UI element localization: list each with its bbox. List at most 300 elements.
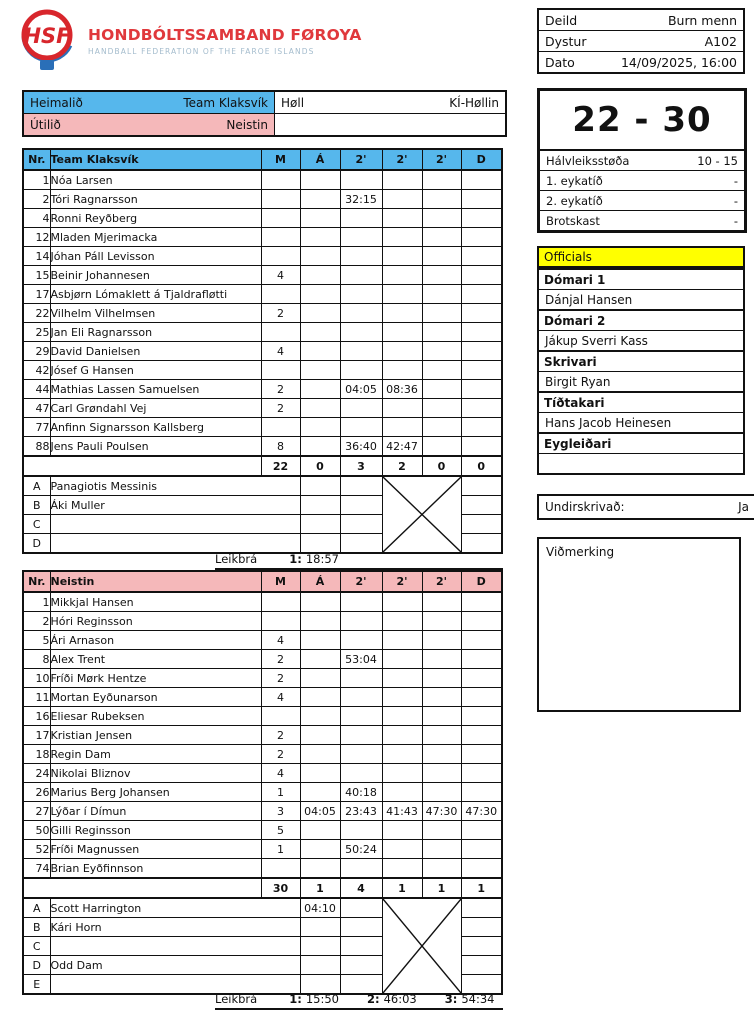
- bench-name-cell: Kári Horn: [50, 918, 300, 937]
- player-row: [23, 783, 502, 802]
- player-number-cell: 5: [23, 631, 50, 650]
- overtime1-value: -: [733, 173, 738, 188]
- hsf-logo: [15, 6, 79, 74]
- two-min-cell-3: [422, 342, 461, 361]
- two-min-cell-1: [340, 304, 382, 323]
- two-min-cell-1: [340, 669, 382, 688]
- a-cell: [300, 380, 340, 399]
- bench-letter-cell: E: [23, 975, 50, 995]
- a-cell: [300, 247, 340, 266]
- d-cell: [461, 631, 502, 650]
- bench-a-cell: [300, 476, 340, 496]
- two-min-cell-2: [382, 650, 422, 669]
- total-two-min-cell-3: 1: [422, 878, 461, 898]
- stat-column-header-2: 2': [340, 149, 382, 170]
- player-number-cell: 4: [23, 209, 50, 228]
- player-name-cell: Gilli Reginsson: [50, 821, 261, 840]
- a-cell: [300, 821, 340, 840]
- player-number-cell: 2: [23, 612, 50, 631]
- two-min-cell-3: [422, 631, 461, 650]
- player-row: [23, 669, 502, 688]
- total-a-cell: 1: [300, 878, 340, 898]
- hall-name: KÍ-Høllin: [449, 95, 499, 110]
- two-min-cell-1: 23:43: [340, 802, 382, 821]
- bench-letter-cell: C: [23, 937, 50, 956]
- penalty-value: -: [733, 213, 738, 228]
- player-row: [23, 707, 502, 726]
- roster-header-row: [23, 149, 502, 170]
- d-cell: 47:30: [461, 802, 502, 821]
- bench-two-min-cell: [340, 898, 382, 918]
- bench-name-cell: Panagiotis Messinis: [50, 476, 300, 496]
- a-cell: [300, 323, 340, 342]
- bench-d-cell: [461, 937, 502, 956]
- d-cell: [461, 247, 502, 266]
- two-min-cell-3: [422, 266, 461, 285]
- d-cell: [461, 304, 502, 323]
- two-min-cell-2: [382, 783, 422, 802]
- stat-column-header-1: Á: [300, 149, 340, 170]
- player-row: [23, 170, 502, 190]
- total-a-cell: 0: [300, 456, 340, 476]
- two-min-cell-2: [382, 418, 422, 437]
- bench-a-cell: [300, 937, 340, 956]
- m-cell: 2: [261, 745, 300, 764]
- player-name-cell: Fríði Magnussen: [50, 840, 261, 859]
- m-cell: 1: [261, 783, 300, 802]
- player-number-cell: 14: [23, 247, 50, 266]
- two-min-cell-2: [382, 266, 422, 285]
- d-cell: [461, 399, 502, 418]
- two-min-cell-3: [422, 247, 461, 266]
- d-cell: [461, 380, 502, 399]
- player-name-cell: Beinir Johannesen: [50, 266, 261, 285]
- player-name-cell: Eliesar Rubeksen: [50, 707, 261, 726]
- two-min-cell-1: [340, 764, 382, 783]
- m-cell: [261, 190, 300, 209]
- d-cell: [461, 764, 502, 783]
- two-min-cell-2: [382, 209, 422, 228]
- timekeeper-name: Hans Jacob Heinesen: [539, 412, 743, 432]
- two-min-cell-1: 36:40: [340, 437, 382, 457]
- two-min-cell-2: [382, 726, 422, 745]
- total-two-min-cell-1: 3: [340, 456, 382, 476]
- player-number-cell: 18: [23, 745, 50, 764]
- player-number-cell: 1: [23, 592, 50, 612]
- two-min-cell-3: [422, 418, 461, 437]
- player-row: [23, 840, 502, 859]
- hsf-logo-icon: [15, 6, 79, 74]
- d-cell: [461, 323, 502, 342]
- two-min-cell-1: [340, 361, 382, 380]
- a-cell: [300, 745, 340, 764]
- a-cell: [300, 707, 340, 726]
- two-min-cell-1: [340, 285, 382, 304]
- two-min-cell-2: [382, 859, 422, 879]
- roster-header-row: [23, 571, 502, 592]
- d-cell: [461, 228, 502, 247]
- player-row: [23, 688, 502, 707]
- total-m-cell: 30: [261, 878, 300, 898]
- nr-column-header: Nr.: [23, 149, 50, 170]
- m-cell: [261, 592, 300, 612]
- m-cell: 5: [261, 821, 300, 840]
- two-min-cell-2: [382, 745, 422, 764]
- player-name-cell: Fríði Mørk Hentze: [50, 669, 261, 688]
- two-min-cell-1: [340, 342, 382, 361]
- player-number-cell: 25: [23, 323, 50, 342]
- player-name-cell: Vilhelm Vilhelmsen: [50, 304, 261, 323]
- two-min-cell-1: 50:24: [340, 840, 382, 859]
- bench-d-cell: [461, 956, 502, 975]
- halftime-value: 10 - 15: [697, 153, 738, 168]
- player-number-cell: 26: [23, 783, 50, 802]
- bench-letter-cell: A: [23, 476, 50, 496]
- d-cell: [461, 418, 502, 437]
- two-min-cell-2: [382, 631, 422, 650]
- player-name-cell: Jan Eli Ragnarsson: [50, 323, 261, 342]
- m-cell: [261, 859, 300, 879]
- a-cell: [300, 266, 340, 285]
- two-min-cell-2: [382, 840, 422, 859]
- two-min-cell-1: 40:18: [340, 783, 382, 802]
- bench-letter-cell: B: [23, 496, 50, 515]
- a-cell: [300, 361, 340, 380]
- away-label: Útilið: [30, 117, 61, 132]
- bench-name-cell: Scott Harrington: [50, 898, 300, 918]
- a-cell: [300, 840, 340, 859]
- timekeeper-role: Tíðtakari: [539, 391, 743, 412]
- m-cell: 4: [261, 631, 300, 650]
- two-min-cell-2: [382, 399, 422, 418]
- player-number-cell: 8: [23, 650, 50, 669]
- team-name-header: Neistin: [50, 571, 261, 592]
- two-min-cell-2: [382, 190, 422, 209]
- hall-label: Høll: [281, 95, 305, 110]
- stat-column-header-3: 2': [382, 571, 422, 592]
- stat-column-header-0: M: [261, 149, 300, 170]
- two-min-cell-1: [340, 170, 382, 190]
- leikbra-entry-1: 1: 18:57: [289, 552, 339, 566]
- player-number-cell: 17: [23, 285, 50, 304]
- m-cell: [261, 247, 300, 266]
- d-cell: [461, 726, 502, 745]
- deild-value: Burn menn: [667, 12, 737, 28]
- two-min-cell-3: [422, 285, 461, 304]
- bench-a-cell: [300, 956, 340, 975]
- m-cell: [261, 323, 300, 342]
- total-two-min-cell-2: 2: [382, 456, 422, 476]
- stat-column-header-0: M: [261, 571, 300, 592]
- two-min-cell-2: [382, 669, 422, 688]
- bench-letter-cell: A: [23, 898, 50, 918]
- two-min-cell-1: [340, 726, 382, 745]
- overtime2-value: -: [733, 193, 738, 208]
- leikbra-label: Leikbrá: [215, 552, 258, 566]
- player-name-cell: Tóri Ragnarsson: [50, 190, 261, 209]
- player-row: [23, 361, 502, 380]
- bench-name-cell: [50, 937, 300, 956]
- two-min-cell-3: [422, 399, 461, 418]
- two-min-cell-3: [422, 209, 461, 228]
- bench-crossed-cell: [382, 898, 461, 994]
- total-two-min-cell-2: 1: [382, 878, 422, 898]
- observer-role: Eygleiðari: [539, 432, 743, 453]
- two-min-cell-3: [422, 612, 461, 631]
- player-number-cell: 52: [23, 840, 50, 859]
- player-number-cell: 50: [23, 821, 50, 840]
- player-name-cell: Marius Berg Johansen: [50, 783, 261, 802]
- two-min-cell-3: [422, 304, 461, 323]
- home-row: [24, 92, 505, 113]
- player-number-cell: 44: [23, 380, 50, 399]
- info-row-dato: [539, 51, 743, 72]
- two-min-cell-3: [422, 650, 461, 669]
- a-cell: [300, 190, 340, 209]
- d-cell: [461, 783, 502, 802]
- match-info-table: [537, 8, 745, 74]
- two-min-cell-1: [340, 821, 382, 840]
- stat-column-header-2: 2': [340, 571, 382, 592]
- player-row: [23, 821, 502, 840]
- nr-column-header: Nr.: [23, 571, 50, 592]
- a-cell: [300, 209, 340, 228]
- player-row: [23, 726, 502, 745]
- a-cell: [300, 783, 340, 802]
- bench-letter-cell: D: [23, 534, 50, 554]
- leikbra-label: Leikbrá: [215, 992, 258, 1006]
- player-number-cell: 88: [23, 437, 50, 457]
- player-row: [23, 802, 502, 821]
- player-row: [23, 266, 502, 285]
- player-name-cell: Brian Eyðfinnson: [50, 859, 261, 879]
- player-number-cell: 29: [23, 342, 50, 361]
- bench-a-cell: [300, 918, 340, 937]
- d-cell: [461, 342, 502, 361]
- player-name-cell: Jósef G Hansen: [50, 361, 261, 380]
- referee2-name: Jákup Sverri Kass: [539, 330, 743, 350]
- player-row: [23, 764, 502, 783]
- a-cell: [300, 228, 340, 247]
- player-row: [23, 418, 502, 437]
- leikbra-entry-2: 2: 46:03: [366, 992, 417, 1006]
- two-min-cell-1: 04:05: [340, 380, 382, 399]
- home-cell: [24, 92, 275, 113]
- m-cell: [261, 285, 300, 304]
- m-cell: 4: [261, 688, 300, 707]
- player-number-cell: 17: [23, 726, 50, 745]
- two-min-cell-1: 32:15: [340, 190, 382, 209]
- leikbra-entry-3: 3: 54:34: [444, 992, 495, 1006]
- overtime2-row: [540, 190, 744, 210]
- two-min-cell-2: [382, 342, 422, 361]
- two-min-cell-1: [340, 631, 382, 650]
- two-min-cell-2: 41:43: [382, 802, 422, 821]
- two-min-cell-3: 47:30: [422, 802, 461, 821]
- two-min-cell-3: [422, 726, 461, 745]
- bench-d-cell: [461, 918, 502, 937]
- player-row: [23, 650, 502, 669]
- player-row: [23, 228, 502, 247]
- two-min-cell-1: [340, 688, 382, 707]
- two-min-cell-2: [382, 323, 422, 342]
- bench-d-cell: [461, 898, 502, 918]
- two-min-cell-1: [340, 859, 382, 879]
- two-min-cell-2: [382, 612, 422, 631]
- m-cell: [261, 707, 300, 726]
- two-min-cell-1: [340, 266, 382, 285]
- m-cell: [261, 209, 300, 228]
- two-min-cell-3: [422, 669, 461, 688]
- d-cell: [461, 170, 502, 190]
- d-cell: [461, 361, 502, 380]
- a-cell: [300, 631, 340, 650]
- a-cell: [300, 612, 340, 631]
- two-min-cell-1: [340, 209, 382, 228]
- two-min-cell-2: 42:47: [382, 437, 422, 457]
- player-number-cell: 1: [23, 170, 50, 190]
- m-cell: 2: [261, 399, 300, 418]
- referee1-role: Dómari 1: [539, 268, 743, 289]
- player-name-cell: Regin Dam: [50, 745, 261, 764]
- bench-row: [23, 898, 502, 918]
- player-name-cell: Carl Grøndahl Vej: [50, 399, 261, 418]
- overtime1-row: [540, 170, 744, 190]
- two-min-cell-1: [340, 323, 382, 342]
- m-cell: 4: [261, 764, 300, 783]
- a-cell: [300, 418, 340, 437]
- bench-name-cell: Áki Muller: [50, 496, 300, 515]
- player-number-cell: 24: [23, 764, 50, 783]
- final-score: 22 - 30: [540, 91, 744, 151]
- a-cell: [300, 764, 340, 783]
- m-cell: 2: [261, 380, 300, 399]
- a-cell: [300, 859, 340, 879]
- bench-d-cell: [461, 476, 502, 496]
- bench-row: [23, 476, 502, 496]
- referee2-role: Dómari 2: [539, 309, 743, 330]
- m-cell: 4: [261, 266, 300, 285]
- player-name-cell: Kristian Jensen: [50, 726, 261, 745]
- player-row: [23, 437, 502, 457]
- bench-two-min-cell: [340, 476, 382, 496]
- secretary-role: Skrivari: [539, 350, 743, 371]
- m-cell: [261, 170, 300, 190]
- player-row: [23, 631, 502, 650]
- player-name-cell: Nikolai Bliznov: [50, 764, 261, 783]
- m-cell: 3: [261, 802, 300, 821]
- hsf-logo-text: HSF: [23, 24, 71, 48]
- player-row: [23, 190, 502, 209]
- d-cell: [461, 669, 502, 688]
- two-min-cell-2: 08:36: [382, 380, 422, 399]
- two-min-cell-1: [340, 399, 382, 418]
- home-roster-table: [22, 148, 503, 554]
- bench-d-cell: [461, 496, 502, 515]
- a-cell: [300, 399, 340, 418]
- totals-empty-cell: [23, 456, 261, 476]
- two-min-cell-2: [382, 285, 422, 304]
- m-cell: 2: [261, 304, 300, 323]
- home-leikbra-line: [215, 551, 503, 570]
- player-row: [23, 285, 502, 304]
- d-cell: [461, 821, 502, 840]
- player-row: [23, 247, 502, 266]
- player-name-cell: Nóa Larsen: [50, 170, 261, 190]
- bench-a-cell: 04:10: [300, 898, 340, 918]
- halftime-row: [540, 151, 744, 170]
- player-number-cell: 47: [23, 399, 50, 418]
- penalty-label: Brotskast: [546, 213, 600, 228]
- info-row-dystur: [539, 30, 743, 51]
- two-min-cell-3: [422, 840, 461, 859]
- d-cell: [461, 612, 502, 631]
- two-min-cell-1: [340, 247, 382, 266]
- a-cell: 04:05: [300, 802, 340, 821]
- remarks-label: Viðmerking: [546, 545, 615, 559]
- player-row: [23, 859, 502, 879]
- team-name-header: Team Klaksvík: [50, 149, 261, 170]
- two-min-cell-1: 53:04: [340, 650, 382, 669]
- bench-a-cell: [300, 496, 340, 515]
- player-row: [23, 612, 502, 631]
- bench-a-cell: [300, 515, 340, 534]
- home-label: Heimalið: [30, 95, 83, 110]
- d-cell: [461, 859, 502, 879]
- two-min-cell-3: [422, 170, 461, 190]
- bench-letter-cell: C: [23, 515, 50, 534]
- m-cell: 4: [261, 342, 300, 361]
- player-row: [23, 304, 502, 323]
- two-min-cell-2: [382, 821, 422, 840]
- total-d-cell: 1: [461, 878, 502, 898]
- two-min-cell-3: [422, 764, 461, 783]
- a-cell: [300, 304, 340, 323]
- player-row: [23, 399, 502, 418]
- away-hall-cell: [275, 114, 505, 135]
- two-min-cell-2: [382, 170, 422, 190]
- totals-empty-cell: [23, 878, 261, 898]
- away-leikbra-line: [215, 991, 503, 1010]
- d-cell: [461, 592, 502, 612]
- info-row-deild: [539, 10, 743, 30]
- observer-name: [539, 453, 743, 473]
- crossed-out-icon: [383, 899, 461, 993]
- two-min-cell-2: [382, 247, 422, 266]
- player-number-cell: 74: [23, 859, 50, 879]
- total-two-min-cell-1: 4: [340, 878, 382, 898]
- bench-d-cell: [461, 515, 502, 534]
- m-cell: 2: [261, 726, 300, 745]
- d-cell: [461, 650, 502, 669]
- stat-column-header-3: 2': [382, 149, 422, 170]
- player-number-cell: 27: [23, 802, 50, 821]
- crossed-out-icon: [383, 477, 461, 552]
- dato-value: 14/09/2025, 16:00: [620, 54, 737, 70]
- dystur-label: Dystur: [545, 33, 587, 49]
- player-name-cell: Asbjørn Lómaklett á Tjaldrafløtti: [50, 285, 261, 304]
- stat-column-header-4: 2': [422, 149, 461, 170]
- home-team-name: Team Klaksvík: [183, 95, 268, 110]
- total-m-cell: 22: [261, 456, 300, 476]
- officials-panel: [537, 246, 745, 475]
- totals-row: [23, 456, 502, 476]
- m-cell: 8: [261, 437, 300, 457]
- two-min-cell-2: [382, 228, 422, 247]
- two-min-cell-3: [422, 437, 461, 457]
- bench-two-min-cell: [340, 918, 382, 937]
- two-min-cell-3: [422, 707, 461, 726]
